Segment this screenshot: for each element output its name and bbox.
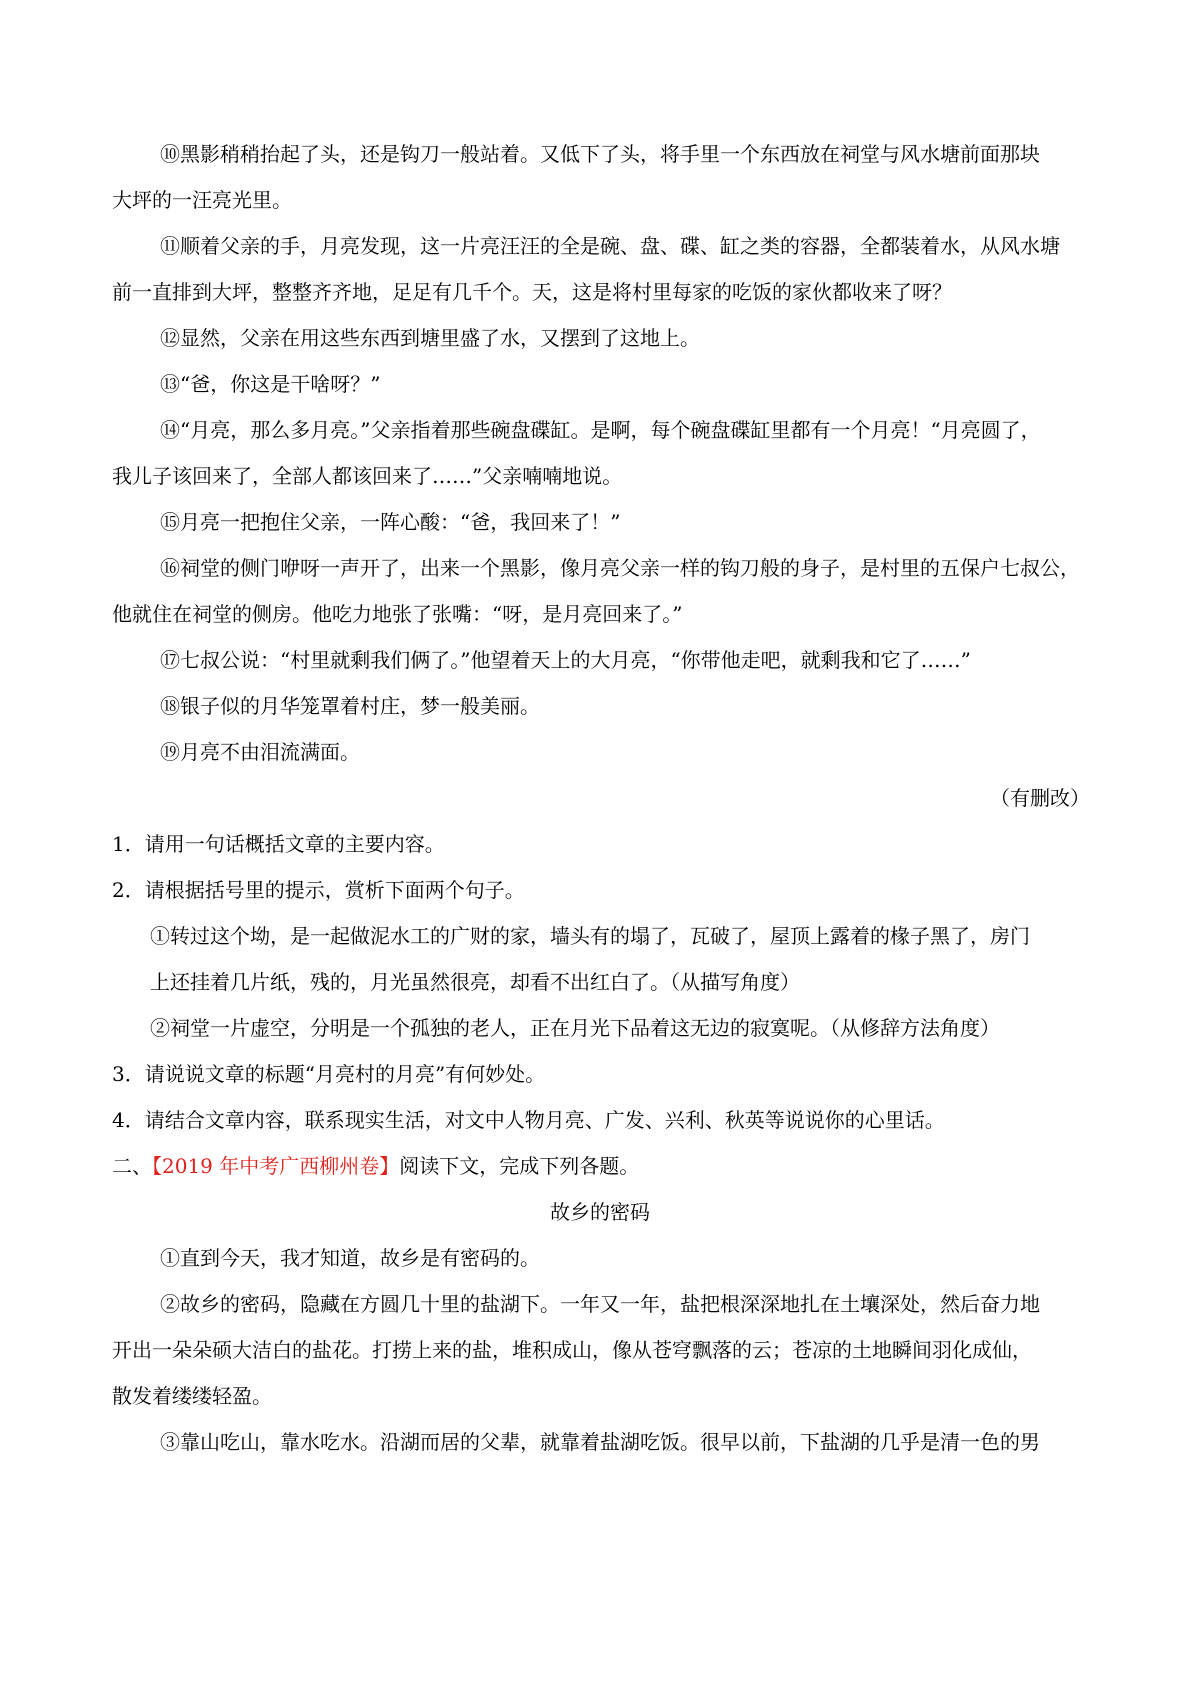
revision-note: （有删改） bbox=[990, 786, 1090, 810]
question-3: 3．请说说文章的标题“月亮村的月亮”有何妙处。 bbox=[112, 1062, 546, 1086]
section-two-heading bbox=[112, 1152, 639, 1180]
paragraph-11-line-1: ⑪顺着父亲的手，月亮发现，这一片亮汪汪的全是碗、盘、碟、缸之类的容器，全都装着水，从风水塘 bbox=[160, 234, 1060, 258]
paragraph-10-line-2: 大坪的一汪亮光里。 bbox=[112, 188, 292, 212]
section-two-instruction: 阅读下文，完成下列各题。 bbox=[399, 1154, 640, 1178]
paragraph-19: ⑲月亮不由泪流满面。 bbox=[160, 740, 360, 764]
question-2-sentence-2: ②祠堂一片虚空，分明是一个孤独的老人，正在月光下品着这无边的寂寞呢。（从修辞方法角度） bbox=[150, 1016, 1000, 1040]
paragraph-10-line-1: ⑩黑影稍稍抬起了头，还是钩刀一般站着。又低下了头，将手里一个东西放在祠堂与风水塘前面那块 bbox=[160, 142, 1040, 166]
article-paragraph-2-line-1: ②故乡的密码，隐藏在方圆几十里的盐湖下。一年又一年，盐把根深深地扎在土壤深处，然后奋力地 bbox=[160, 1292, 1040, 1316]
paragraph-11-line-2: 前一直排到大坪，整整齐齐地，足足有几千个。天，这是将村里每家的吃饭的家伙都收来了呀？ bbox=[112, 280, 952, 304]
paragraph-15: ⑮月亮一把抱住父亲，一阵心酸：“爸，我回来了！” bbox=[160, 510, 621, 534]
question-1: 1．请用一句话概括文章的主要内容。 bbox=[112, 832, 445, 856]
article-title: 故乡的密码 bbox=[550, 1200, 650, 1224]
section-two-source: 【2019 年中考广西柳州卷】 bbox=[152, 1154, 400, 1178]
paragraph-13: ⑬“爸，你这是干啥呀？” bbox=[160, 372, 381, 396]
paragraph-12: ⑫显然，父亲在用这些东西到塘里盛了水，又摆到了这地上。 bbox=[160, 326, 700, 350]
article-paragraph-3-line-1: ③靠山吃山，靠水吃水。沿湖而居的父辈，就靠着盐湖吃饭。很早以前，下盐湖的几乎是清一色的男 bbox=[160, 1430, 1040, 1454]
article-paragraph-2-line-3: 散发着缕缕轻盈。 bbox=[112, 1384, 272, 1408]
paragraph-14-line-2: 我儿子该回来了，全部人都该回来了……”父亲喃喃地说。 bbox=[112, 464, 623, 488]
paragraph-16-line-2: 他就住在祠堂的侧房。他吃力地张了张嘴：“呀，是月亮回来了。” bbox=[112, 602, 683, 626]
question-2-sentence-1-line-1: ①转过这个坳，是一起做泥水工的广财的家，墙头有的塌了，瓦破了，屋顶上露着的椽子黑了，房门 bbox=[150, 924, 1030, 948]
paragraph-14-line-1: ⑭“月亮，那么多月亮。”父亲指着那些碗盘碟缸。是啊，每个碗盘碟缸里都有一个月亮！“月亮圆了， bbox=[160, 418, 1041, 442]
paragraph-17: ⑰七叔公说：“村里就剩我们俩了。”他望着天上的大月亮，“你带他走吧，就剩我和它了……” bbox=[160, 648, 971, 672]
section-two-prefix: 二、 bbox=[112, 1154, 152, 1178]
question-2: 2．请根据括号里的提示，赏析下面两个句子。 bbox=[112, 878, 525, 902]
article-paragraph-2-line-2: 开出一朵朵硕大洁白的盐花。打捞上来的盐，堆积成山，像从苍穹飘落的云；苍凉的土地瞬间羽化成仙， bbox=[112, 1338, 1032, 1362]
paragraph-18: ⑱银子似的月华笼罩着村庄，梦一般美丽。 bbox=[160, 694, 540, 718]
question-4: 4．请结合文章内容，联系现实生活，对文中人物月亮、广发、兴利、秋英等说说你的心里话。 bbox=[112, 1108, 945, 1132]
question-2-sentence-1-line-2: 上还挂着几片纸，残的，月光虽然很亮，却看不出红白了。（从描写角度） bbox=[150, 970, 800, 994]
article-paragraph-1: ①直到今天，我才知道，故乡是有密码的。 bbox=[160, 1246, 540, 1270]
paragraph-16-line-1: ⑯祠堂的侧门咿呀一声开了，出来一个黑影，像月亮父亲一样的钩刀般的身子，是村里的五保户七叔公， bbox=[160, 556, 1080, 580]
